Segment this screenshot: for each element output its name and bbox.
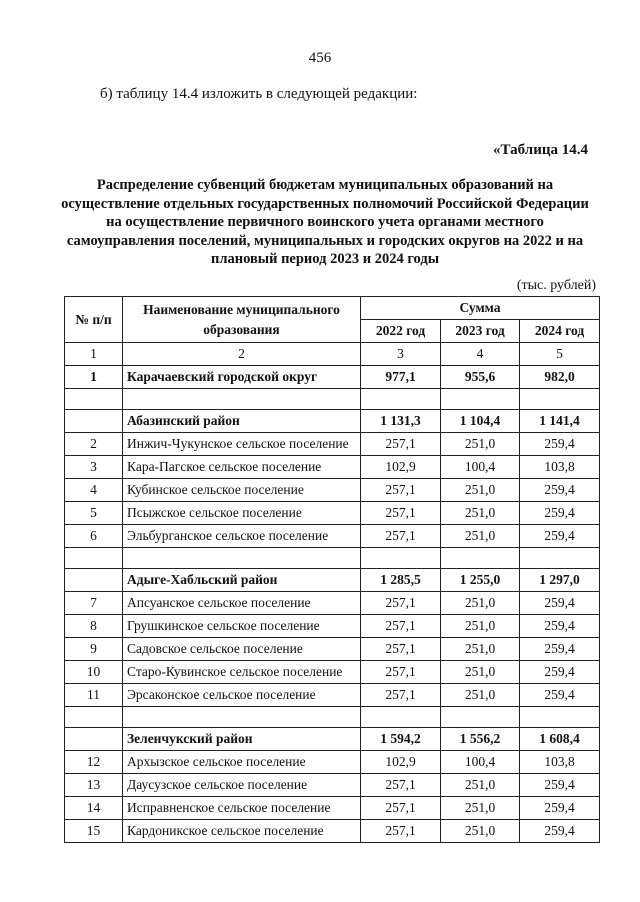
table-reference: «Таблица 14.4 [493, 142, 588, 158]
value-2022: 257,1 [361, 661, 441, 684]
municipality-name: Старо-Кувинское сельское поселение [123, 661, 361, 684]
district-total-row [65, 569, 600, 592]
row-number: 12 [65, 751, 123, 774]
row-number: 7 [65, 592, 123, 615]
value-2022: 257,1 [361, 525, 441, 548]
value-2023 [441, 548, 520, 569]
value-2024: 259,4 [520, 479, 600, 502]
row-number: 4 [65, 479, 123, 502]
value-2023: 1 556,2 [441, 728, 520, 751]
value-2023: 251,0 [441, 638, 520, 661]
value-2022: 257,1 [361, 774, 441, 797]
municipality-name: Эрсаконское сельское поселение [123, 684, 361, 707]
municipality-name: Кубинское сельское поселение [123, 479, 361, 502]
table-row [65, 751, 600, 774]
municipality-name: Адыге-Хабльский район [123, 569, 361, 592]
value-2023: 1 104,4 [441, 410, 520, 433]
table-row [65, 456, 600, 479]
municipality-name: Эльбурганское сельское поселение [123, 525, 361, 548]
table-row [65, 661, 600, 684]
value-2022: 102,9 [361, 456, 441, 479]
header-num: № п/п [65, 297, 123, 343]
value-2023 [441, 389, 520, 410]
row-number: 14 [65, 797, 123, 820]
district-total-row [65, 410, 600, 433]
row-number [65, 389, 123, 410]
district-total-row [65, 728, 600, 751]
header-name: Наименование муниципального образования [123, 297, 361, 343]
municipality-name: Зеленчукский район [123, 728, 361, 751]
row-number: 3 [65, 456, 123, 479]
units-label: (тыс. рублей) [516, 278, 596, 293]
value-2022: 1 594,2 [361, 728, 441, 751]
value-2022: 1 285,5 [361, 569, 441, 592]
header-2024: 2024 год [520, 320, 600, 343]
table-row [65, 684, 600, 707]
municipality-name: Грушкинское сельское поселение [123, 615, 361, 638]
index-cell: 3 [361, 343, 441, 366]
municipality-name [123, 548, 361, 569]
row-number [65, 569, 123, 592]
value-2023: 251,0 [441, 479, 520, 502]
value-2022: 257,1 [361, 479, 441, 502]
table-body [65, 366, 600, 843]
value-2023: 251,0 [441, 433, 520, 456]
spacer-row [65, 707, 600, 728]
value-2024: 259,4 [520, 433, 600, 456]
value-2022: 257,1 [361, 820, 441, 843]
subventions-table [64, 296, 600, 843]
table-row [65, 615, 600, 638]
row-number: 5 [65, 502, 123, 525]
value-2024: 1 141,4 [520, 410, 600, 433]
value-2022: 1 131,3 [361, 410, 441, 433]
document-title: Распределение субвенций бюджетам муниципальных образований на осуществление отдельных государственных полномочий Российской Федерации на осуществление первичного воинского учета органами местного самоуправления поселений, муниципальных и городских округов на 2022 и на плановый период 2023 и 2024 годы [61, 177, 589, 267]
municipality-name: Апсуанское сельское поселение [123, 592, 361, 615]
value-2024: 259,4 [520, 661, 600, 684]
table-row [65, 638, 600, 661]
row-number: 2 [65, 433, 123, 456]
value-2024 [520, 389, 600, 410]
value-2023: 251,0 [441, 820, 520, 843]
index-cell: 4 [441, 343, 520, 366]
table-row [65, 479, 600, 502]
header-2022: 2022 год [361, 320, 441, 343]
row-number [65, 410, 123, 433]
row-number [65, 728, 123, 751]
value-2022: 257,1 [361, 592, 441, 615]
intro-text: б) таблицу 14.4 изложить в следующей редакции: [100, 86, 418, 102]
municipality-name: Инжич-Чукунское сельское поселение [123, 433, 361, 456]
value-2024: 259,4 [520, 592, 600, 615]
value-2024: 103,8 [520, 751, 600, 774]
row-number: 6 [65, 525, 123, 548]
value-2023: 251,0 [441, 615, 520, 638]
page-number: 456 [308, 50, 332, 66]
municipality-name: Исправненское сельское поселение [123, 797, 361, 820]
row-number: 10 [65, 661, 123, 684]
value-2023: 251,0 [441, 797, 520, 820]
value-2024: 103,8 [520, 456, 600, 479]
value-2023: 955,6 [441, 366, 520, 389]
table-row [65, 502, 600, 525]
value-2024: 259,4 [520, 774, 600, 797]
value-2022: 257,1 [361, 615, 441, 638]
table-row [65, 820, 600, 843]
value-2023: 1 255,0 [441, 569, 520, 592]
municipality-name [123, 389, 361, 410]
table-row [65, 797, 600, 820]
value-2024: 259,4 [520, 820, 600, 843]
municipality-name: Архызское сельское поселение [123, 751, 361, 774]
value-2022: 257,1 [361, 433, 441, 456]
row-number [65, 548, 123, 569]
value-2024: 259,4 [520, 525, 600, 548]
value-2022 [361, 389, 441, 410]
municipality-name: Карачаевский городской округ [123, 366, 361, 389]
row-number: 11 [65, 684, 123, 707]
header-sum: Сумма [361, 297, 600, 320]
value-2024: 259,4 [520, 502, 600, 525]
table-row [65, 525, 600, 548]
value-2023: 251,0 [441, 525, 520, 548]
value-2023: 251,0 [441, 592, 520, 615]
value-2022: 257,1 [361, 684, 441, 707]
row-number: 15 [65, 820, 123, 843]
row-number: 1 [65, 366, 123, 389]
value-2022 [361, 707, 441, 728]
spacer-row [65, 548, 600, 569]
value-2023: 100,4 [441, 751, 520, 774]
value-2023: 251,0 [441, 774, 520, 797]
value-2024 [520, 548, 600, 569]
municipality-name: Абазинский район [123, 410, 361, 433]
municipality-name: Даусузское сельское поселение [123, 774, 361, 797]
index-cell: 1 [65, 343, 123, 366]
index-cell: 2 [123, 343, 361, 366]
value-2022: 102,9 [361, 751, 441, 774]
index-row [65, 343, 600, 366]
row-number: 9 [65, 638, 123, 661]
municipality-name: Псыжское сельское поселение [123, 502, 361, 525]
value-2023: 251,0 [441, 661, 520, 684]
value-2024: 1 608,4 [520, 728, 600, 751]
row-number: 8 [65, 615, 123, 638]
value-2022: 977,1 [361, 366, 441, 389]
value-2022 [361, 548, 441, 569]
municipality-name: Кардоникское сельское поселение [123, 820, 361, 843]
value-2023: 251,0 [441, 502, 520, 525]
district-total-row [65, 366, 600, 389]
value-2024: 259,4 [520, 684, 600, 707]
row-number [65, 707, 123, 728]
value-2022: 257,1 [361, 502, 441, 525]
value-2022: 257,1 [361, 638, 441, 661]
index-cell: 5 [520, 343, 600, 366]
table-row [65, 592, 600, 615]
value-2024: 259,4 [520, 797, 600, 820]
header-2023: 2023 год [441, 320, 520, 343]
value-2022: 257,1 [361, 797, 441, 820]
municipality-name: Садовское сельское поселение [123, 638, 361, 661]
municipality-name: Кара-Пагское сельское поселение [123, 456, 361, 479]
value-2024: 1 297,0 [520, 569, 600, 592]
value-2023: 100,4 [441, 456, 520, 479]
value-2023: 251,0 [441, 684, 520, 707]
value-2024 [520, 707, 600, 728]
value-2024: 982,0 [520, 366, 600, 389]
row-number: 13 [65, 774, 123, 797]
spacer-row [65, 389, 600, 410]
table-row [65, 774, 600, 797]
value-2024: 259,4 [520, 615, 600, 638]
municipality-name [123, 707, 361, 728]
value-2023 [441, 707, 520, 728]
value-2024: 259,4 [520, 638, 600, 661]
table-row [65, 433, 600, 456]
